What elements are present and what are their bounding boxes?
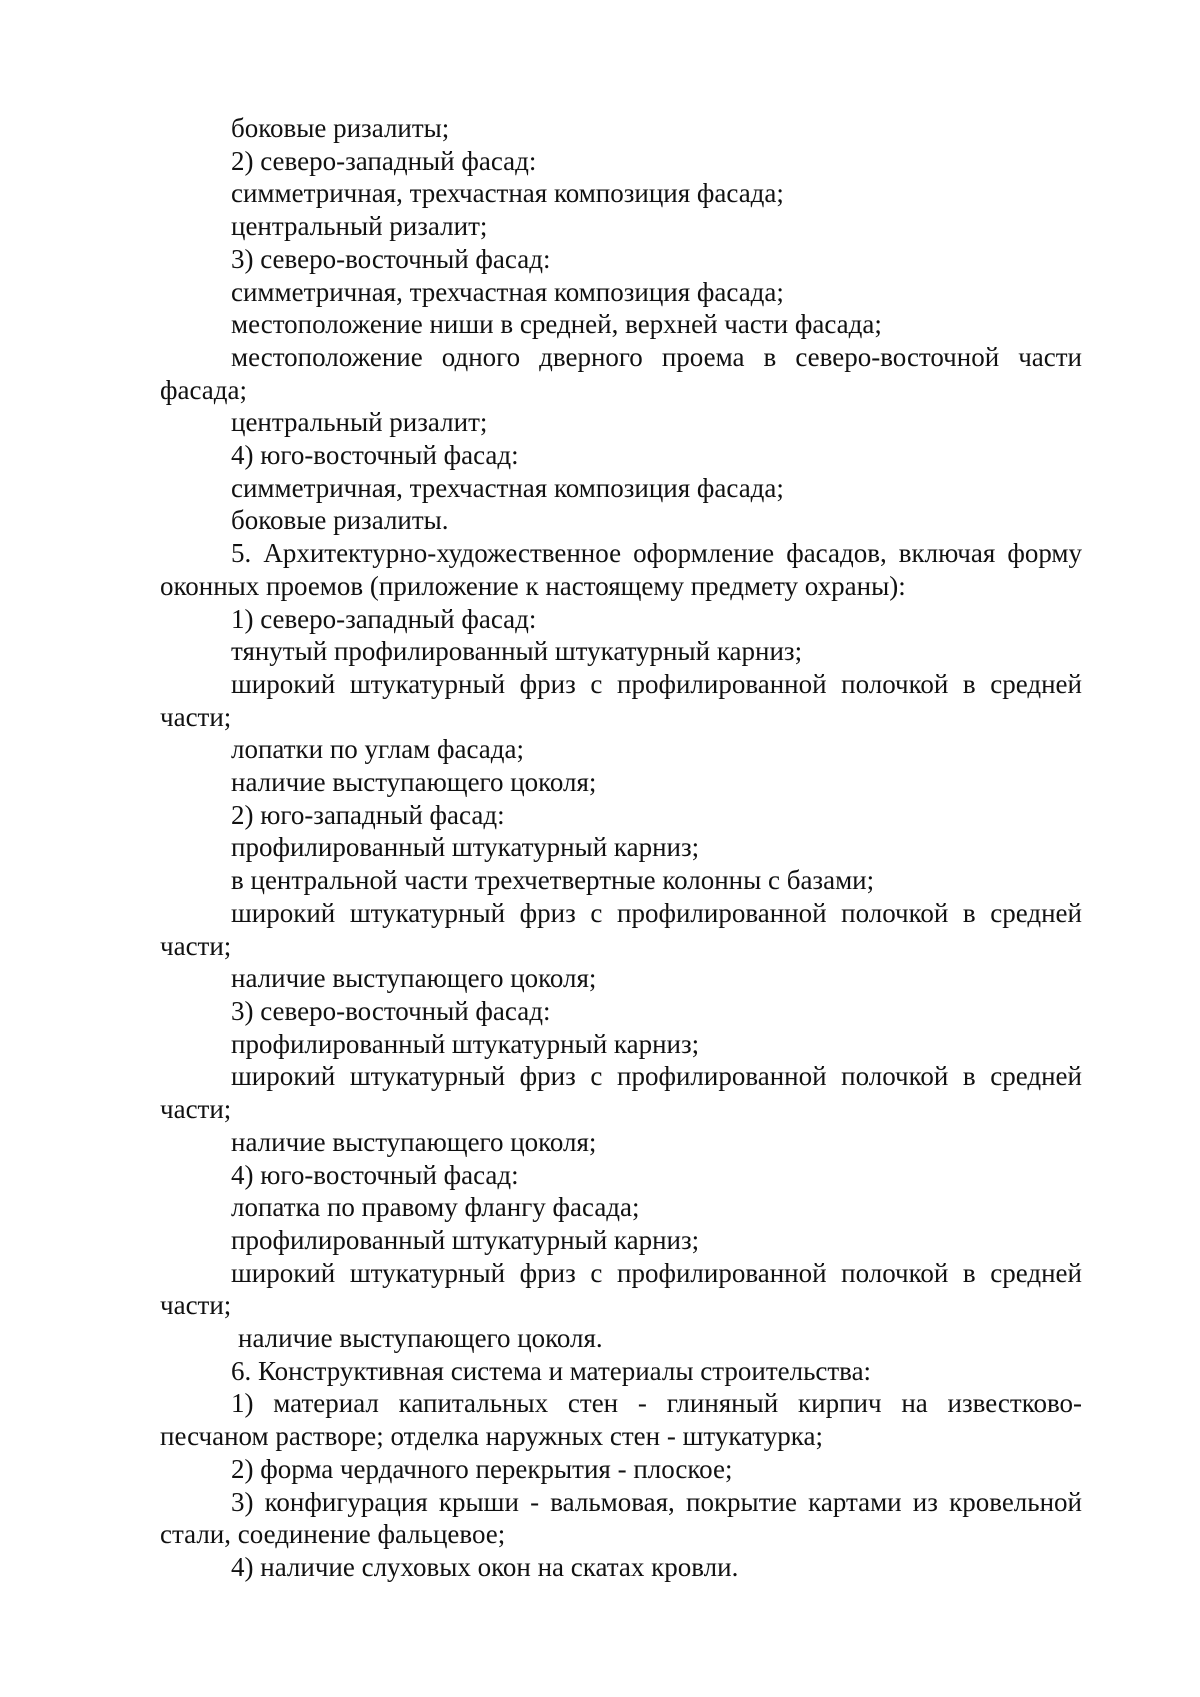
paragraph: наличие выступающего цоколя. — [238, 1323, 603, 1354]
paragraph: 6. Конструктивная система и материалы строительства: — [231, 1355, 872, 1386]
paragraph: 3) северо-восточный фасад: — [231, 995, 551, 1026]
paragraph: 1) северо-западный фасад: — [231, 603, 537, 634]
paragraph: 5. Архитектурно-художественное оформление фасадов, включая форму оконных проемов (приложение к настоящему предмету охраны): — [160, 538, 1082, 601]
paragraph: 3) северо-восточный фасад: — [231, 243, 551, 274]
paragraph: симметричная, трехчастная композиция фасада; — [231, 472, 784, 503]
paragraph: широкий штукатурный фриз с профилированной полочкой в средней части; — [160, 1061, 1082, 1125]
paragraph: широкий штукатурный фриз с профилированной полочкой в средней части; — [160, 668, 1082, 732]
paragraph: боковые ризалиты. — [231, 505, 449, 536]
paragraph: профилированный штукатурный карниз; — [231, 832, 700, 863]
paragraph: 3) конфигурация крыши - вальмовая, покрытие картами из кровельной стали, соединение фальцевое; — [160, 1486, 1082, 1550]
paragraph: профилированный штукатурный карниз; — [231, 1028, 700, 1059]
paragraph: лопатки по углам фасада; — [231, 734, 525, 765]
paragraph: местоположение ниши в средней, верхней части фасада; — [231, 309, 882, 340]
paragraph: симметричная, трехчастная композиция фасада; — [231, 178, 784, 209]
paragraph: центральный ризалит; — [231, 407, 488, 438]
paragraph: наличие выступающего цоколя; — [231, 963, 597, 994]
paragraph: боковые ризалиты; — [231, 113, 450, 143]
paragraph: тянутый профилированный штукатурный карниз; — [231, 636, 803, 667]
paragraph: широкий штукатурный фриз с профилированной полочкой в средней части; — [160, 1257, 1082, 1321]
paragraph: 4) юго-восточный фасад: — [231, 1159, 519, 1190]
paragraph: 4) наличие слуховых окон на скатах кровли. — [231, 1551, 739, 1582]
paragraph: лопатка по правому флангу фасада; — [231, 1192, 640, 1223]
document-body — [160, 112, 1082, 1584]
paragraph: профилированный штукатурный карниз; — [231, 1224, 700, 1255]
paragraph: центральный ризалит; — [231, 211, 488, 242]
paragraph: наличие выступающего цоколя; — [231, 767, 597, 798]
paragraph: 2) северо-западный фасад: — [231, 145, 537, 176]
paragraph: 2) форма чердачного перекрытия - плоское; — [231, 1453, 733, 1484]
paragraph: 2) юго-западный фасад: — [231, 799, 505, 830]
paragraph: симметричная, трехчастная композиция фасада; — [231, 276, 784, 307]
paragraph: 1) материал капитальных стен - глиняный кирпич на известково-песчаном растворе; отделка наружных стен - штукатурка; — [160, 1388, 1082, 1452]
paragraph: местоположение одного дверного проема в северо-восточной части фасада; — [160, 341, 1082, 405]
paragraph: наличие выступающего цоколя; — [231, 1126, 597, 1157]
paragraph: широкий штукатурный фриз с профилированной полочкой в средней части; — [160, 897, 1082, 961]
paragraph: в центральной части трехчетвертные колонны с базами; — [231, 865, 875, 896]
paragraph: 4) юго-восточный фасад: — [231, 440, 519, 471]
